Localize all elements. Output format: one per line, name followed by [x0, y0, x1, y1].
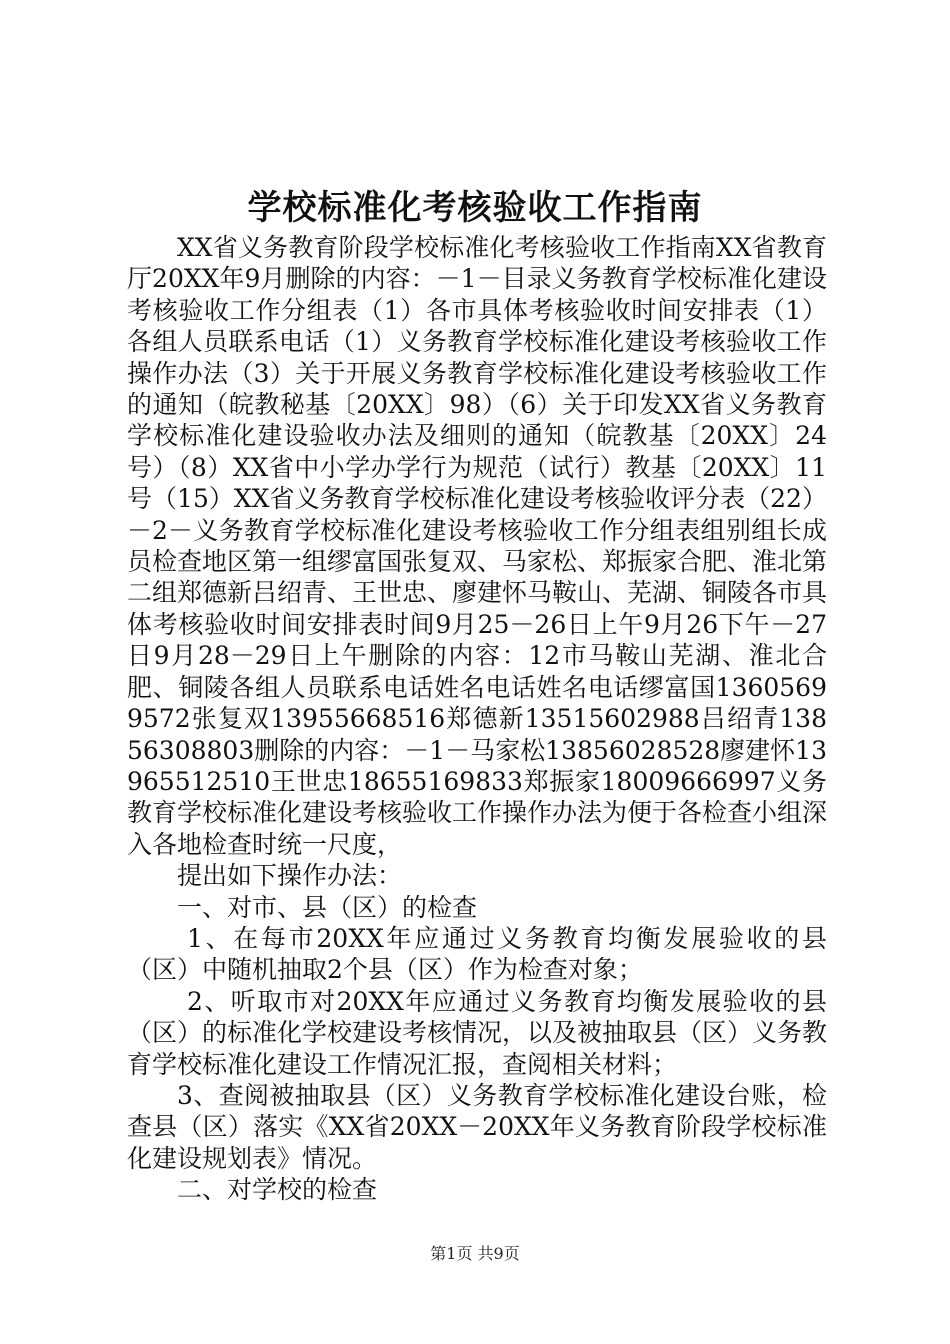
page-footer: 第1页 共9页	[430, 1244, 520, 1263]
paragraph-intro: XX省义务教育阶段学校标准化考核验收工作指南XX省教育厅20XX年9月删除的内容：－1－目录义务教育学校标准化建设考核验收工作分组表（1）各市具体考核验收时间安排表（1）各组人员联系电话（1）义务教育学校标准化建设考核验收工作操作办法（3）关于开展义务教育学校标准化建设考核验收工作的通知（皖教秘基〔20XX〕98）（6）关于印发XX省义务教育学校标准化建设验收办法及细则的通知（皖教基〔20XX〕24号）（8）XX省中小学办学行为规范（试行）教基〔20XX〕11号（15）XX省义务教育学校标准化建设考核验收评分表（22）－2－义务教育学校标准化建设考核验收工作分组表组别组长成员检查地区第一组缪富国张复双、马家松、郑振家合肥、淮北第二组郑德新吕绍青、王世忠、廖建怀马鞍山、芜湖、铜陵各市具体考核验收时间安排表时间9月25－26日上午9月26下午－27日9月28－29日上午删除的内容：12市马鞍山芜湖、淮北合肥、铜陵各组人员联系电话姓名电话姓名电话缪富国13605699572张复双13955668516郑德新13515602988吕绍青13856308803删除的内容：－1－马家松13856028528廖建怀13965512510王世忠18655169833郑振家18009666997义务教育学校标准化建设考核验收工作操作办法为便于各检查小组深入各地检查时统一尺度，	[127, 233, 828, 859]
section-heading-city-county: 一、对市、县（区）的检查	[177, 892, 478, 922]
paragraph-item-1: 1、在每市20XX年应通过义务教育均衡发展验收的县（区）中随机抽取2个县（区）作为检查对象；	[127, 923, 827, 985]
document-title: 学校标准化考核验收工作指南	[247, 188, 703, 228]
paragraph-item-2: 2、听取市对20XX年应通过义务教育均衡发展验收的县（区）的标准化学校建设考核情况，以及被抽取县（区）义务教育学校标准化建设工作情况汇报，查阅相关材料；	[127, 986, 828, 1079]
section-heading-school: 二、对学校的检查	[177, 1175, 378, 1205]
paragraph-method-lead: 提出如下操作办法：	[177, 861, 403, 891]
document-body	[127, 232, 827, 1206]
paragraph-item-3: 3、查阅被抽取县（区）义务教育学校标准化建设台账，检查县（区）落实《XX省20XX－20XX年义务教育阶段学校标准化建设规划表》情况。	[127, 1080, 827, 1173]
